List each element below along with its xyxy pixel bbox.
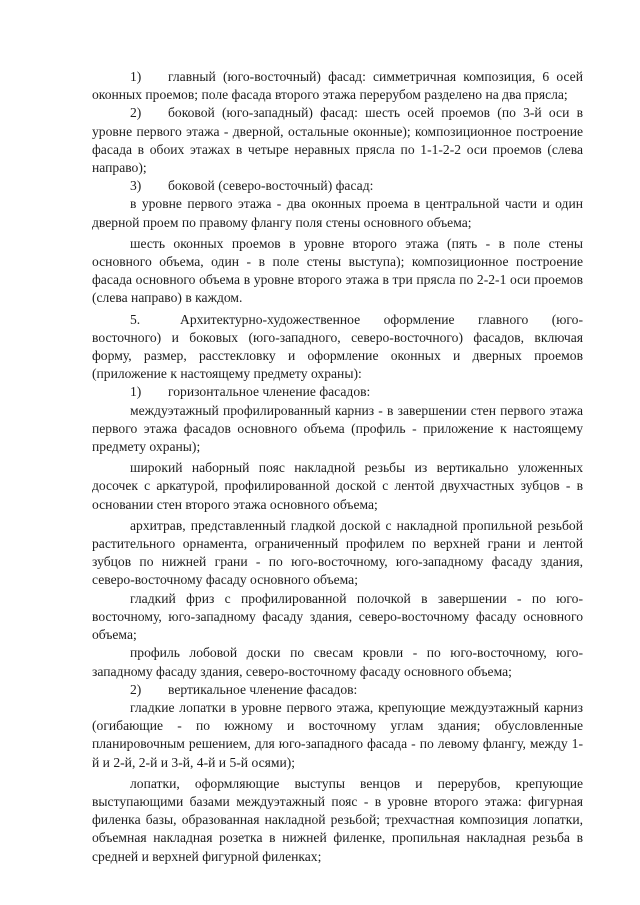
list-number: 2) (130, 105, 142, 121)
paragraph-text: широкий наборный пояс накладной резьбы из вертикально уложенных досочек с аркатурой, профилированной доской с лентой двухчастных зубцов - в основании стен второго этажа основного объема; (92, 460, 583, 512)
paragraph-text: шесть оконных проемов в уровне второго этажа (пять - в поле стены основного объема, один - в поле стены выступа); композиционное построение фасада основного объема в уровне второго этажа в три прясла по 2-2-1 оси проемов (слева направо) в каждом. (92, 235, 583, 306)
paragraph-text: боковой (северо-восточный) фасад: (168, 178, 374, 194)
paragraph-facade-northeast (92, 177, 583, 195)
paragraph-architrave (92, 517, 583, 590)
paragraph-fascia-profile (92, 644, 583, 680)
paragraph-second-floor-openings (92, 235, 583, 308)
paragraph-text: вертикальное членение фасадов: (168, 681, 358, 697)
paragraph-facade-main (92, 68, 583, 104)
paragraph-text: архитрав, представленный гладкой доской с накладной пропильной резьбой растительного орнамента, ограниченный профилем по верхней грани и лентой зубцов по нижней грани - по юго-восточному, юго-западному фасаду здания, северо-восточному фасаду основного объема; (92, 517, 583, 588)
list-number: 1) (130, 384, 142, 400)
list-number: 3) (130, 178, 142, 194)
paragraph-text: боковой (юго-западный) фасад: шесть осей проемов (по 3-й оси в уровне первого этажа - дверной, остальные оконные); композиционное построение фасада в обоих этажах в четыре неравных прясла по 1-1-2-2 оси проемов (слева направо); (92, 105, 583, 176)
paragraph-text: Архитектурно-художественное оформление главного (юго-восточного) и боковых (юго-западного, северо-восточного) фасадов, включая форму, размер, расстекловку и оформление оконных и дверных проемов (приложение к настоящему предмету охраны): (92, 311, 583, 382)
paragraph-section-5 (92, 311, 583, 384)
paragraph-pilasters-second-floor (92, 775, 583, 866)
paragraph-carved-belt (92, 459, 583, 514)
paragraph-text: гладкие лопатки в уровне первого этажа, крепующие междуэтажный карниз (огибающие - по южному и восточному углам здания; обусловленные планировочным решением, для юго-западного фасада - по левому флангу, между 1-й и 2-й, 2-й и 3-й, 4-й и 5-й осями); (92, 699, 583, 770)
paragraph-facade-southwest (92, 104, 583, 177)
paragraph-horizontal-division (92, 383, 583, 401)
paragraph-text: в уровне первого этажа - два оконных проема в центральной части и один дверной проем по правому флангу поля стены основного объема; (92, 196, 583, 230)
paragraph-vertical-division (92, 681, 583, 699)
paragraph-text: лопатки, оформляющие выступы венцов и перерубов, крепующие выступающими базами междуэтажный пояс - в уровне второго этажа: фигурная филенка базы, образованная накладной резьбой; трехчастная композиция лопатки, объемная накладная розетка в нижней филенке, пропильная накладная резьба в средней и верхней фигурной филенках; (92, 775, 583, 864)
paragraph-text: гладкий фриз с профилированной полочкой в завершении - по юго-восточному, юго-западному фасаду здания, северо-восточному фасаду основного объема; (92, 590, 583, 643)
paragraph-text: профиль лобовой доски по свесам кровли - по юго-восточному, юго-западному фасаду здания, северо-восточному фасаду основного объема; (92, 645, 583, 679)
section-number: 5. (130, 311, 141, 327)
paragraph-text: горизонтальное членение фасадов: (168, 384, 371, 400)
list-number: 1) (130, 69, 142, 84)
paragraph-text: главный (юго-восточный) фасад: симметричная композиция, 6 осей оконных проемов; поле фасада второго этажа перерубом разделено на два прясла; (92, 69, 583, 103)
paragraph-pilasters-first-floor (92, 699, 583, 772)
paragraph-cornice (92, 402, 583, 457)
paragraph-text: междуэтажный профилированный карниз - в завершении стен первого этажа первого этажа фасадов основного объема (профиль - приложение к настоящему предмету охраны); (92, 402, 583, 455)
list-number: 2) (130, 681, 142, 697)
paragraph-frieze (92, 590, 583, 645)
paragraph-first-floor-openings (92, 195, 583, 231)
